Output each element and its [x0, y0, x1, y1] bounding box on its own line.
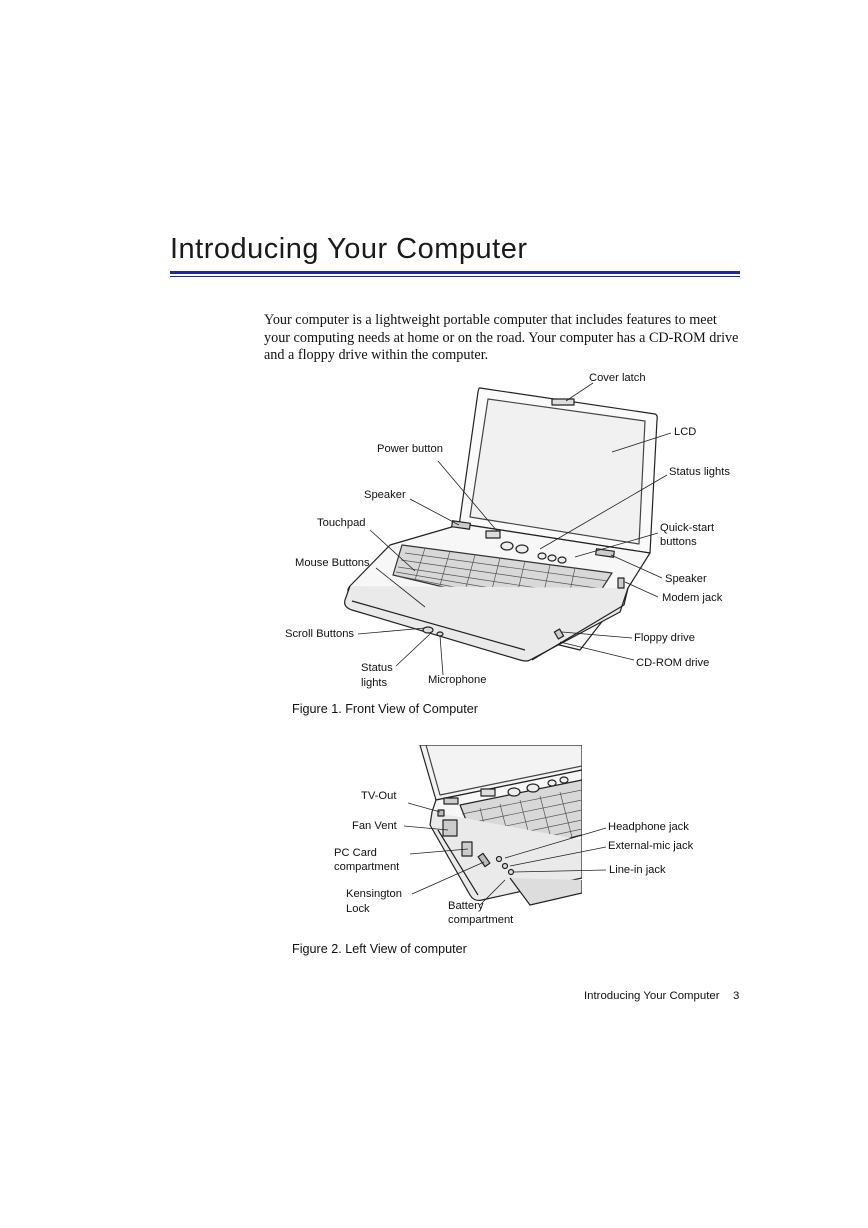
label-quick-start-line2: buttons [660, 536, 697, 548]
intro-paragraph: Your computer is a lightweight portable computer that includes features to meet your computing needs at home or on the road. Your computer has a CD-ROM drive and a floppy drive within the computer. [264, 312, 739, 363]
figure2-caption: Figure 2. Left View of computer [292, 942, 467, 956]
label-speaker-right: Speaker [665, 573, 707, 585]
label-lcd: LCD [674, 426, 697, 438]
label-battery-line2: compartment [448, 914, 514, 926]
label-floppy-drive: Floppy drive [634, 632, 695, 644]
label-mouse-buttons: Mouse Buttons [295, 557, 370, 569]
footer-running-title: Introducing Your Computer [584, 990, 720, 1002]
label-status-lights-bottom-line1: Status [361, 662, 393, 674]
footer-page-number: 3 [733, 990, 740, 1002]
label-power-button: Power button [377, 443, 443, 455]
label-fan-vent: Fan Vent [352, 820, 397, 832]
chapter-title: Introducing Your Computer [170, 233, 528, 265]
label-line-in-jack: Line-in jack [609, 864, 666, 876]
label-kensington-line1: Kensington [346, 888, 402, 900]
label-status-lights-bottom-line2: lights [361, 677, 388, 689]
label-scroll-buttons: Scroll Buttons [285, 628, 355, 640]
label-battery-line1: Battery [448, 900, 484, 912]
label-touchpad: Touchpad [317, 517, 366, 529]
label-tv-out: TV-Out [361, 790, 397, 802]
figure1-caption: Figure 1. Front View of Computer [292, 702, 478, 716]
label-modem-jack: Modem jack [662, 592, 723, 604]
label-cover-latch: Cover latch [589, 372, 646, 384]
label-external-mic-jack: External-mic jack [608, 840, 694, 852]
label-status-lights-top: Status lights [669, 466, 730, 478]
label-quick-start-line1: Quick-start [660, 522, 715, 534]
label-kensington-line2: Lock [346, 903, 370, 915]
label-headphone-jack: Headphone jack [608, 821, 689, 833]
label-pc-card-line2: compartment [334, 861, 400, 873]
label-speaker-left: Speaker [364, 489, 406, 501]
label-microphone: Microphone [428, 674, 487, 686]
label-pc-card-line1: PC Card [334, 847, 377, 859]
label-cdrom-drive: CD-ROM drive [636, 657, 710, 669]
